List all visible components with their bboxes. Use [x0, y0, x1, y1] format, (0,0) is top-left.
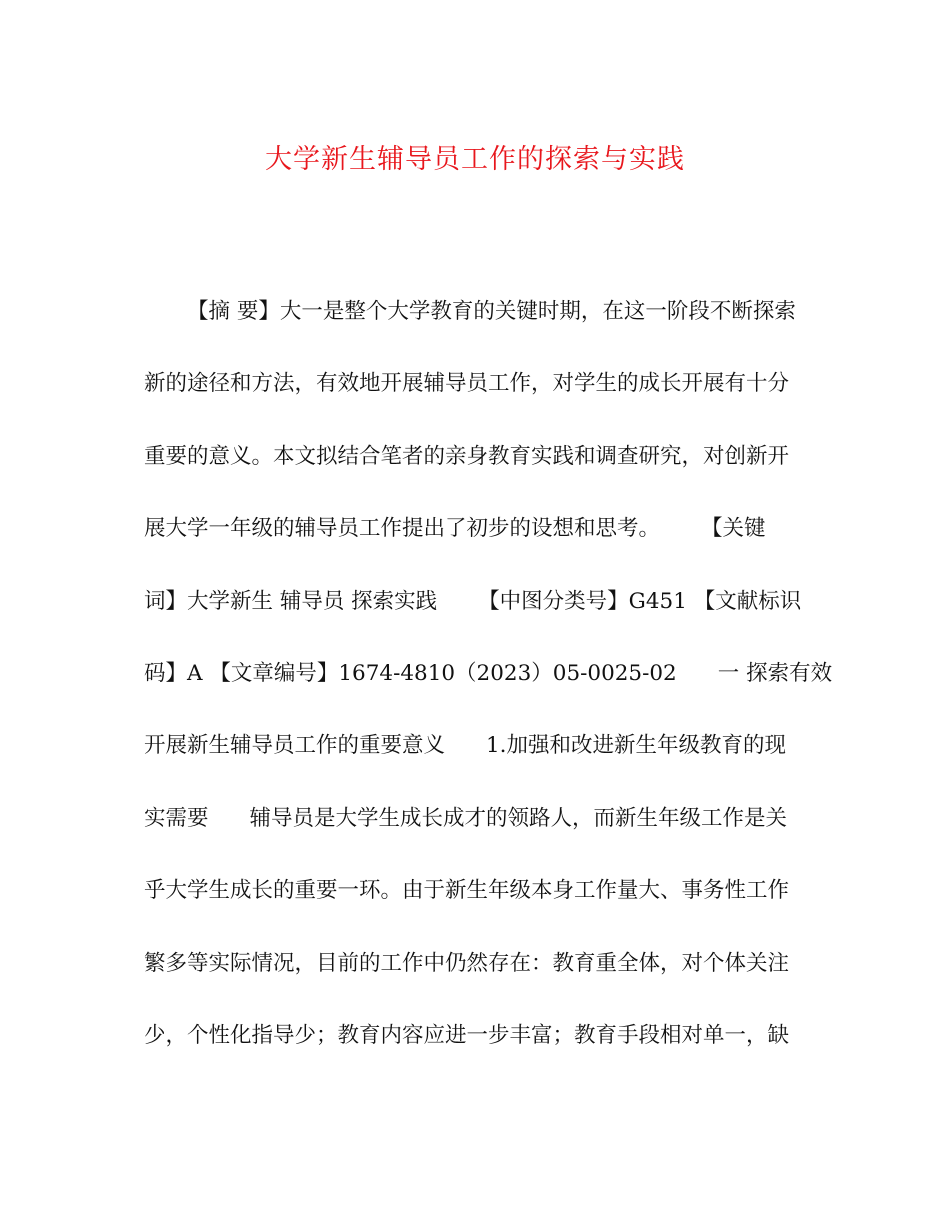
- body-line: 【摘 要】大一是整个大学教育的关键时期，在这一阶段不断探索: [187, 299, 796, 324]
- body-line: 词】大学新生 辅导员 探索实践 【中图分类号】G451 【文献标识: [144, 588, 802, 614]
- document-title: 大学新生辅导员工作的探索与实践: [265, 144, 685, 175]
- body-line: 实需要 辅导员是大学生成长成才的领路人，而新生年级工作是关: [144, 805, 788, 831]
- body-line: 码】A 【文章编号】1674-4810（2023）05-0025-02 一 探索有效: [144, 660, 833, 686]
- body-line: 乎大学生成长的重要一环。由于新生年级本身工作量大、事务性工作: [144, 878, 790, 904]
- document-body: [144, 292, 833, 1088]
- body-line: 开展新生辅导员工作的重要意义 1.加强和改进新生年级教育的现: [144, 733, 787, 759]
- body-line: 新的途径和方法，有效地开展辅导员工作，对学生的成长开展有十分: [144, 371, 790, 397]
- body-line: 展大学一年级的辅导员工作提出了初步的设想和思考。 【关键: [144, 516, 766, 542]
- body-line: 繁多等实际情况，目前的工作中仍然存在：教育重全体，对个体关注: [144, 950, 790, 976]
- body-line: 少，个性化指导少；教育内容应进一步丰富；教育手段相对单一，缺: [144, 1022, 790, 1048]
- body-line: 重要的意义。本文拟结合笔者的亲身教育实践和调查研究，对创新开: [144, 443, 790, 469]
